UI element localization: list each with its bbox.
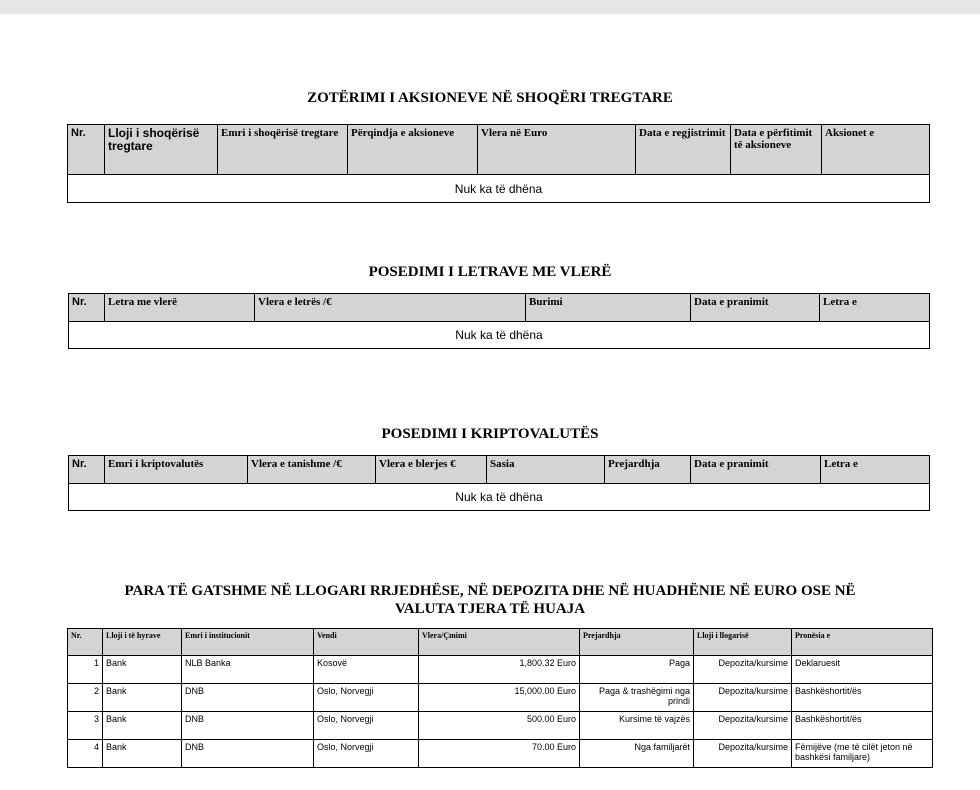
section-title-crypto: POSEDIMI I KRIPTOVALUTËS [381,426,599,442]
cell-country: Oslo, Norvegji [314,712,419,740]
col-header: Data e përfitimit të aksioneve [731,125,822,175]
col-header: Vlera/Çmimi [419,629,580,656]
cell-institution: DNB [182,740,314,768]
cell-ownership: Bashkëshortit/ës [792,684,933,712]
col-header: Lloji i të hyrave [103,629,182,656]
col-header: Vlera në Euro [478,125,636,175]
cell-account: Depozita/kursime [694,684,792,712]
col-header: Prejardhja [580,629,694,656]
cell-account: Depozita/kursime [694,712,792,740]
col-header: Data e pranimit [691,456,821,484]
col-header: Vlera e blerjes € [376,456,487,484]
cell-value: 500.00 Euro [419,712,580,740]
col-header: Prejardhja [605,456,691,484]
cell-account: Depozita/kursime [694,656,792,684]
empty-message: Nuk ka të dhëna [68,175,930,203]
cell-account: Depozita/kursime [694,740,792,768]
col-header: Letra e [820,294,930,322]
cell-country: Kosovë [314,656,419,684]
cell-ownership: Bashkëshortit/ës [792,712,933,740]
col-header: Lloji i shoqërisë tregtare [105,125,218,175]
securities-table [68,293,930,349]
col-header: Emri i kriptovalutës [105,456,248,484]
cell-value: 15,000.00 Euro [419,684,580,712]
col-header: Nr. [69,294,105,322]
col-header: Sasia [487,456,605,484]
cell-type: Bank [103,656,182,684]
col-header: Data e regjistrimit [636,125,731,175]
section-title-cash-line1: PARA TË GATSHME NË LLOGARI RRJEDHËSE, NË DEPOZITA DHE NË HUADHËNIE NË EURO OSE NË [124,583,856,599]
table-row [68,684,933,712]
col-header: Emri i shoqërisë tregtare [218,125,348,175]
table-row [68,712,933,740]
cell-country: Oslo, Norvegji [314,684,419,712]
cell-type: Bank [103,740,182,768]
cell-origin: Kursime të vajzës [580,712,694,740]
cell-ownership: Fëmijëve (me të cilët jeton në bashkësi familjare) [792,740,933,768]
viewer-top-bar [0,0,980,14]
cell-type: Bank [103,712,182,740]
col-header: Letra e [821,456,930,484]
table-row [68,656,933,684]
col-header: Përqindja e aksioneve [348,125,478,175]
col-header: Vendi [314,629,419,656]
col-header: Nr. [68,629,103,656]
cash-table [67,628,933,768]
cell-country: Oslo, Norvegji [314,740,419,768]
cell-nr: 2 [68,684,103,712]
col-header: Vlera e letrës /€ [255,294,526,322]
empty-message: Nuk ka të dhëna [69,484,930,511]
cell-institution: NLB Banka [182,656,314,684]
cell-nr: 1 [68,656,103,684]
shares-table [67,124,930,203]
cell-institution: DNB [182,684,314,712]
col-header: Letra me vlerë [105,294,255,322]
empty-message: Nuk ka të dhëna [69,322,930,349]
col-header: Data e pranimit [691,294,820,322]
cell-origin: Nga familjarët [580,740,694,768]
col-header: Pronësia e [792,629,933,656]
cell-value: 1,800.32 Euro [419,656,580,684]
col-header: Nr. [69,456,105,484]
cell-nr: 4 [68,740,103,768]
col-header: Vlera e tanishme /€ [248,456,376,484]
col-header: Emri i institucionit [182,629,314,656]
cell-type: Bank [103,684,182,712]
col-header: Nr. [68,125,105,175]
cell-nr: 3 [68,712,103,740]
col-header: Lloji i llogarisë [694,629,792,656]
cell-origin: Paga [580,656,694,684]
section-title-shares: ZOTËRIMI I AKSIONEVE NË SHOQËRI TREGTARE [307,90,673,106]
cell-ownership: Deklaruesit [792,656,933,684]
cell-institution: DNB [182,712,314,740]
cell-value: 70.00 Euro [419,740,580,768]
section-title-securities: POSEDIMI I LETRAVE ME VLERË [368,264,612,280]
col-header: Aksionet e [822,125,930,175]
section-title-cash-line2: VALUTA TJERA TË HUAJA [394,601,586,617]
cell-origin: Paga & trashëgimi nga prindi [580,684,694,712]
crypto-table [68,455,930,511]
col-header: Burimi [526,294,691,322]
table-row [68,740,933,768]
